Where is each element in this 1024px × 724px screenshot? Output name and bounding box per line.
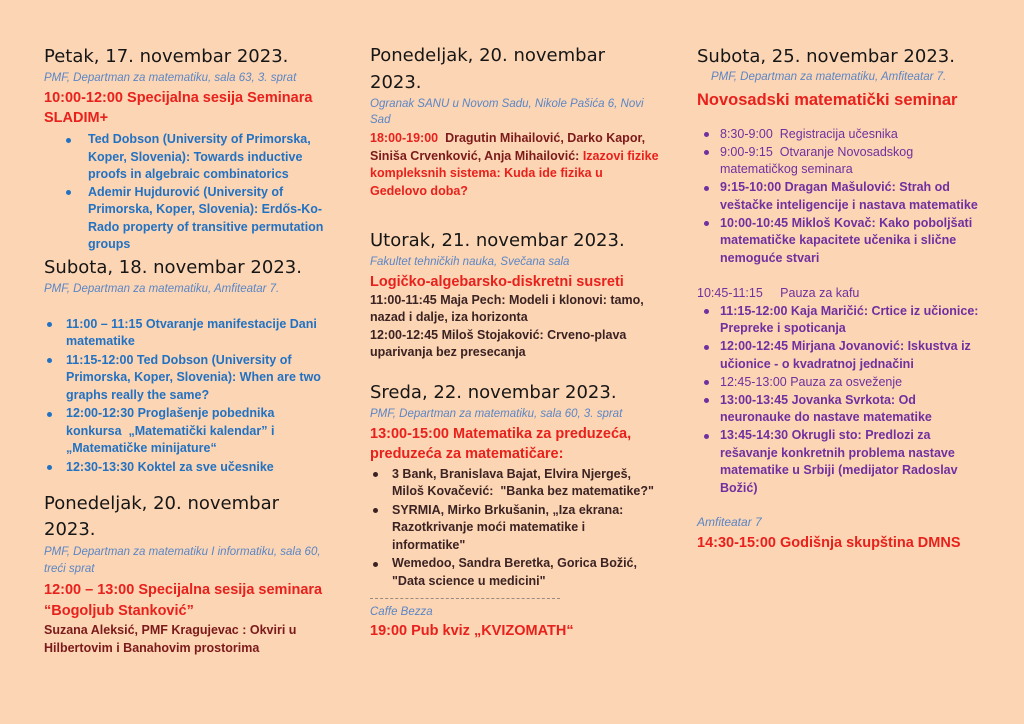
session-title: Logičko-algebarsko-diskretni susreti: [370, 273, 624, 290]
program-list-morning: [697, 126, 979, 268]
list-item: 9:00-9:15 Otvaranje Novosadskog matematičkog seminara: [720, 144, 979, 179]
day-utorak-21: [370, 228, 660, 362]
coffee-break: 10:45-11:15 Pauza za kafu: [697, 286, 860, 300]
day-heading: Subota, 18. novembar 2023.: [44, 256, 302, 278]
day-heading: Ponedeljak, 20. novembar 2023.: [44, 493, 279, 540]
session-title: 12:00 – 13:00 Specijalna sesija seminara “Bogoljub Stanković”: [44, 582, 323, 619]
column-middle: [370, 42, 663, 641]
day-subota-25: [697, 44, 982, 553]
list-item: 11:15-12:00 Kaja Maričić: Crtice iz učionice: Prepreke i spoticanja: [720, 303, 979, 338]
list-item: SYRMIA, Mirko Brkušanin, „Iza ekrana: Razotkrivanje moći matematike i informatike": [392, 502, 660, 555]
session-title: 10:00-12:00 Specijalna sesija Seminara SLADIM+: [44, 90, 313, 126]
list-item: 3 Bank, Branislava Bajat, Elvira Njergeš, Miloš Kovačević: "Banka bez matematike?": [392, 466, 660, 501]
list-item: 13:00-13:45 Jovanka Svrkota: Od neuronauke do nastave matematike: [720, 392, 979, 427]
list-item: Wemedoo, Sandra Beretka, Gorica Božić, "Data science u medicini": [392, 555, 660, 590]
talk: 11:00-11:45 Maja Pech: Modeli i klonovi: tamo, nazad i dalje, iza horizonta: [370, 292, 648, 324]
divider: [370, 598, 560, 599]
day-heading: Subota, 25. novembar 2023.: [697, 46, 955, 67]
venue: Fakultet tehničkih nauka, Svečana sala: [370, 256, 570, 268]
event-title: 19:00 Pub kviz „KVIZOMATH“: [370, 623, 574, 639]
venue: PMF, Departman za matematiku, sala 63, 3. sprat: [44, 72, 297, 84]
program-list-afternoon: [697, 303, 982, 498]
event-title: 14:30-15:00 Godišnja skupština DMNS: [697, 535, 961, 551]
list-item: Ademir Hujdurović (University of Primorska, Koper, Slovenia): Erdős-Ko-Rado property of transitive permutation groups: [88, 184, 332, 254]
day-petak-17: [44, 44, 332, 254]
talk-speakers: Dragutin Mihailović, Darko Kapor, Siniša Crvenković, Anja Mihailović:: [370, 131, 649, 163]
day-subota-18: [44, 255, 332, 477]
session-title: 13:00-15:00 Matematika za preduzeća, preduzeća za matematičare:: [370, 425, 632, 462]
day-ponedeljak-20-sanu: [370, 42, 663, 200]
day-sreda-22: [370, 380, 660, 642]
venue: PMF, Departman za matematiku, Amfiteatar 7.: [711, 71, 947, 83]
venue: Caffe Bezza: [370, 606, 433, 618]
venue: Amfiteatar 7: [697, 515, 762, 529]
talk: 12:00-12:45 Miloš Stojaković: Crveno-plava uparivanja bez presecanja: [370, 327, 630, 359]
talk-list: [44, 131, 332, 254]
list-item: 11:00 – 11:15 Otvaranje manifestacije Dani matematike: [66, 316, 332, 351]
talk: Suzana Aleksić, PMF Kragujevac : Okviri u Hilbertovim i Banahovim prostorima: [44, 623, 300, 655]
list-item: 13:45-14:30 Okrugli sto: Predlozi za rešavanje konkretnih problema nastave matematike u Srbiji (medijator Radoslav Božić): [720, 427, 979, 497]
column-left: [44, 44, 332, 657]
day-ponedeljak-20-pmf: [44, 491, 332, 657]
list-item: 8:30-9:00 Registracija učesnika: [720, 126, 979, 144]
list-item: 10:00-10:45 Mikloš Kovač: Kako poboljšati matematičke kapacitete učenika i slične nemoguće stvari: [720, 215, 979, 268]
program-list: [44, 316, 332, 477]
venue: PMF, Departman za matematiku I informatiku, sala 60, treći sprat: [44, 546, 321, 575]
list-item: 12:00-12:45 Mirjana Jovanović: Iskustva iz učionice - o kvadratnoj jednačini: [720, 338, 979, 373]
list-item: 12:30-13:30 Koktel za sve učesnike: [66, 459, 332, 477]
day-heading: Utorak, 21. novembar 2023.: [370, 230, 625, 251]
list-item: 12:00-12:30 Proglašenje pobednika konkursa „Matematički kalendar” i „Matematičke minijature“: [66, 405, 332, 458]
day-heading: Sreda, 22. novembar 2023.: [370, 381, 617, 403]
day-heading: Petak, 17. novembar 2023.: [44, 46, 289, 67]
talk-time: 18:00-19:00: [370, 131, 439, 145]
list-item: 9:15-10:00 Dragan Mašulović: Strah od veštačke inteligencije i nastava matematike: [720, 179, 979, 214]
venue: PMF, Departman za matematiku, sala 60, 3. sprat: [370, 407, 623, 420]
talk-list: [370, 466, 660, 591]
talk-title: Izazovi fizike kompleksnih sistema: Kuda ide fizika u Gedelovo doba?: [370, 148, 663, 198]
list-item: 11:15-12:00 Ted Dobson (University of Primorska, Koper, Slovenia): When are two graphs really the same?: [66, 352, 332, 405]
talk: [370, 130, 663, 200]
list-item: 12:45-13:00 Pauza za osveženje: [720, 374, 979, 392]
session-title: Novosadski matematički seminar: [697, 90, 958, 109]
column-right: [697, 44, 982, 553]
venue: Ogranak SANU u Novom Sadu, Nikole Pašića 6, Novi Sad: [370, 98, 644, 126]
day-heading: Ponedeljak, 20. novembar 2023.: [370, 45, 605, 93]
venue: PMF, Departman za matematiku, Amfiteatar 7.: [44, 282, 280, 295]
list-item: Ted Dobson (University of Primorska, Koper, Slovenia): Towards inductive proofs in algebraic combinatorics: [88, 131, 332, 184]
